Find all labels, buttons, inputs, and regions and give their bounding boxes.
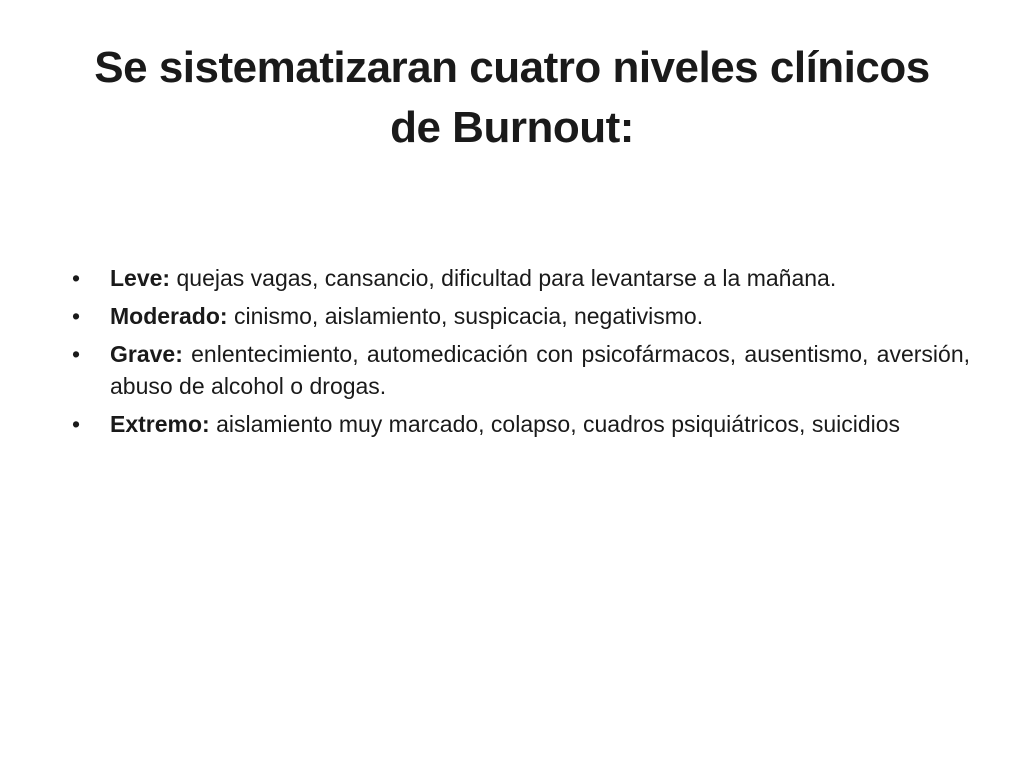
bullet-item-grave [72,338,970,402]
bullet-list [72,262,970,446]
bullet-item-extremo [72,408,970,440]
bullet-term: Moderado: [110,303,234,329]
bullet-icon: • [72,303,81,329]
slide-title-line-2: de Burnout: [390,103,634,152]
bullet-term: Extremo: [110,411,217,437]
bullet-text: aislamiento muy marcado, colapso, cuadros psiquiátricos, suicidios [216,411,901,437]
bullet-icon: • [72,411,81,437]
slide-title [60,38,964,158]
bullet-icon: • [72,341,81,367]
slide-title-line-1: Se sistematizaran cuatro niveles clínicos [94,43,930,92]
bullet-term: Grave: [110,341,192,367]
bullet-text: enlentecimiento, automedicación con psicofármacos, ausentismo, aversión, abuso de alcohol o drogas. [110,341,971,399]
bullet-icon: • [72,265,81,291]
bullet-text: quejas vagas, cansancio, dificultad para levantarse a la mañana. [176,265,837,291]
bullet-term: Leve: [110,265,177,291]
bullet-item-leve [72,262,970,294]
bullet-item-moderado [72,300,970,332]
bullet-text: cinismo, aislamiento, suspicacia, negativismo. [233,303,704,329]
